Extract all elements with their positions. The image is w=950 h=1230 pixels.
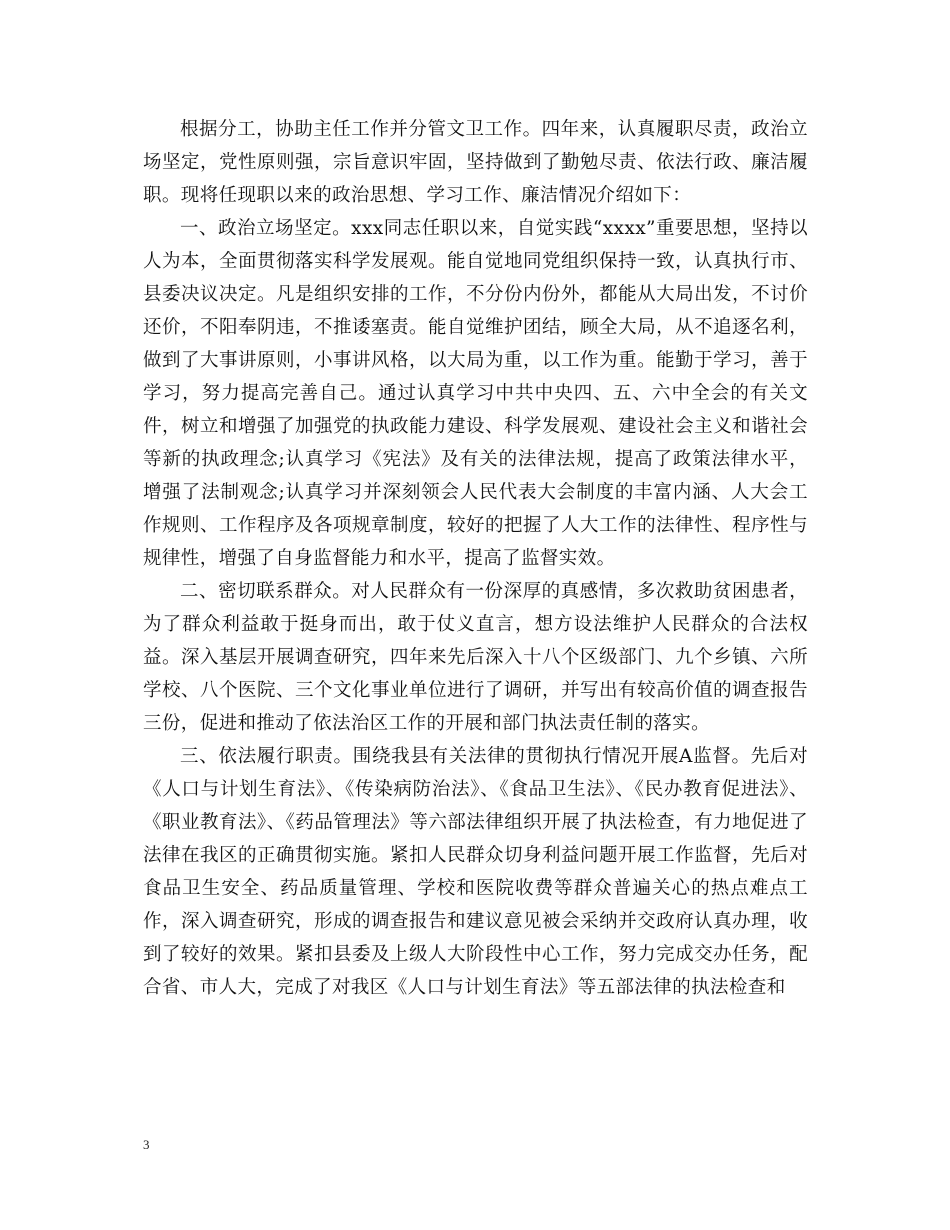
paragraph-duties-by-law: 三、依法履行职责。围绕我县有关法律的贯彻执行情况开展A监督。先后对《人口与计划生育法》、《传染病防治法》、《食品卫生法》、《民办教育促进法》、《职业教育法》、《药品管理法》等六部法律组织开展了执法检查，有力地促进了法律在我区的正确贯彻实施。紧扣人民群众切身利益问题开展工作监督，先后对食品卫生安全、药品质量管理、学校和医院收费等群众普遍关心的热点难点工作，深入调查研究，形成的调查报告和建议意见被会采纳并交政府认真办理，收到了较好的效果。紧扣县委及上级人大阶段性中心工作，努力完成交办任务，配合省、市人大，完成了对我区《人口与计划生育法》等五部法律的执法检查和 [143, 746, 808, 998]
document-body [143, 113, 808, 1004]
paragraph-contact-masses: 二、密切联系群众。对人民群众有一份深厚的真感情，多次救助贫困患者，为了群众利益敢于挺身而出，敢于仗义直言，想方设法维护人民群众的合法权益。深入基层开展调查研究，四年来先后深入十八个区级部门、九个乡镇、六所学校、八个医院、三个文化事业单位进行了调研，并写出有较高价值的调查报告三份，促进和推动了依法治区工作的开展和部门执法责任制的落实。 [143, 581, 808, 734]
paragraph-political-stance: 一、政治立场坚定。xxx同志任职以来，自觉实践“xxxx”重要思想，坚持以人为本，全面贯彻落实科学发展观。能自觉地同党组织保持一致，认真执行市、县委决议决定。凡是组织安排的工作，不分份内份外，都能从大局出发，不讨价还价，不阳奉阴违，不推诿塞责。能自觉维护团结，顾全大局，从不追逐名利，做到了大事讲原则，小事讲风格，以大局为重，以工作为重。能勤于学习，善于学习，努力提高完善自己。通过认真学习中共中央四、五、六中全会的有关文件，树立和增强了加强党的执政能力建设、科学发展观、建设社会主义和谐社会等新的执政理念;认真学习《宪法》及有关的法律法规，提高了政策法律水平，增强了法制观念;认真学习并深刻领会人民代表大会制度的丰富内涵、人大会工作规则、工作程序及各项规章制度，较好的把握了人大工作的法律性、程序性与规律性，增强了自身监督能力和水平，提高了监督实效。 [143, 218, 808, 569]
page-number: 3 [143, 1137, 150, 1152]
paragraph-intro: 根据分工，协助主任工作并分管文卫工作。四年来，认真履职尽责，政治立场坚定，党性原则强，宗旨意识牢固，坚持做到了勤勉尽责、依法行政、廉洁履职。现将任现职以来的政治思想、学习工作、廉洁情况介绍如下： [143, 119, 808, 206]
